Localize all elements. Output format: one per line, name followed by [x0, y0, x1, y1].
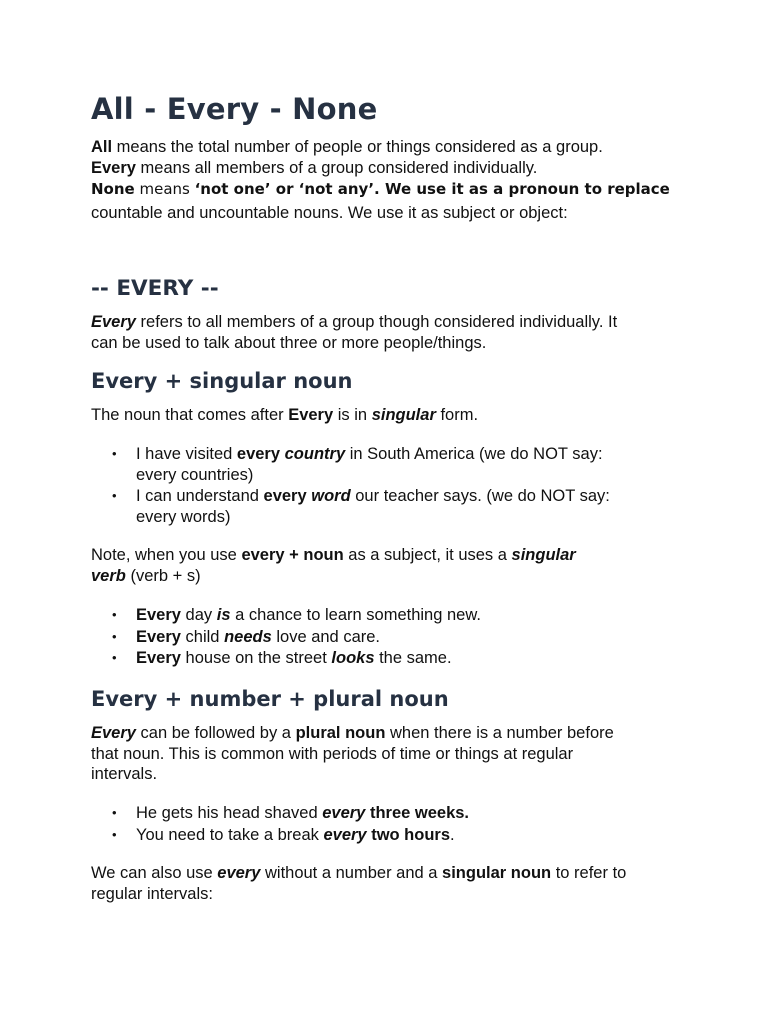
list-item: [91, 803, 469, 824]
example-every: Every: [136, 627, 181, 646]
final-line2: regular intervals:: [91, 884, 213, 903]
example-text: the same.: [374, 649, 452, 667]
note-text: Note, when you use: [91, 546, 242, 564]
example-verb: is: [216, 606, 231, 624]
example-every: every: [236, 445, 281, 463]
definition-every: [91, 158, 537, 178]
plural-rule-text: can be followed by a: [135, 724, 296, 742]
list-item: [91, 605, 481, 626]
example-every: every: [322, 804, 366, 822]
example-every: Every: [136, 606, 181, 624]
plural-rule-every: Every: [91, 724, 136, 742]
every-description-line2: can be used to talk about three or more people/things.: [91, 333, 487, 352]
definition-all-text: means the total number of people or things considered as a group.: [112, 138, 603, 156]
term-every: Every: [91, 159, 136, 177]
example-interval: three weeks.: [365, 804, 469, 822]
verb-examples-list: [91, 605, 481, 670]
note-singular: singular: [511, 546, 576, 564]
singular-rule-text-c: is in: [333, 406, 372, 424]
list-item: [91, 444, 610, 485]
bullet-icon: •: [112, 826, 117, 842]
list-item: [91, 486, 610, 527]
example-text: I have visited: [136, 445, 237, 463]
definition-none-means: means: [134, 180, 195, 198]
example-verb: needs: [224, 627, 272, 646]
every-description-line1: refers to all members of a group though considered individually. It: [135, 313, 618, 331]
list-item: [91, 648, 481, 669]
plural-rule-plural-noun: plural noun: [295, 724, 386, 742]
bullet-icon: •: [112, 607, 117, 622]
example-text: house on the street: [180, 649, 332, 667]
definition-none-continued: countable and uncountable nouns. We use it as subject or object:: [91, 204, 568, 222]
example-text: in South America (we do NOT say:: [345, 445, 603, 463]
definition-all: [91, 137, 603, 157]
example-noun: country: [284, 445, 346, 463]
example-every: every: [323, 825, 367, 844]
note-text: as a subject, it uses a: [343, 546, 512, 564]
final-text: without a number and a: [260, 864, 443, 882]
term-all: All: [91, 138, 113, 156]
example-text: .: [450, 825, 455, 844]
note-verb: verb: [91, 566, 126, 585]
list-item: [91, 627, 481, 648]
section-heading-every: -- EVERY --: [91, 276, 219, 301]
example-noun: word: [311, 487, 351, 505]
plural-rule-text: when there is a number before: [385, 724, 614, 742]
singular-rule-every: Every: [288, 406, 334, 424]
every-word: Every: [91, 313, 136, 331]
example-every: every: [263, 487, 307, 505]
page-title: All - Every - None: [91, 92, 378, 126]
final-singular-noun: singular noun: [442, 864, 552, 882]
subheading-number-plural: Every + number + plural noun: [91, 687, 449, 711]
definition-none-text: ‘not one’ or ‘not any’. We use it as a pronoun to replace: [194, 180, 670, 198]
plural-rule-line3: intervals.: [91, 765, 158, 783]
plural-rule: [91, 723, 691, 785]
note-every-noun: every + noun: [241, 546, 344, 564]
example-text: day: [180, 606, 217, 624]
singular-rule-singular: singular: [371, 406, 436, 424]
singular-rule: [91, 405, 691, 426]
example-text: our teacher says. (we do NOT say:: [350, 487, 610, 505]
bullet-icon: •: [112, 446, 117, 461]
definition-none: [91, 179, 670, 199]
example-text: You need to take a break: [136, 825, 324, 844]
final-every: every: [217, 864, 261, 882]
definition-every-text: means all members of a group considered individually.: [135, 159, 538, 177]
example-text: a chance to learn something new.: [230, 606, 481, 624]
interval-examples-list: [91, 803, 469, 846]
example-text: child: [180, 627, 225, 646]
bullet-icon: •: [112, 805, 117, 820]
every-description: [91, 312, 691, 353]
plural-rule-line2: that noun. This is common with periods of time or things at regular: [91, 744, 574, 763]
subheading-singular-noun: Every + singular noun: [91, 369, 353, 393]
example-every: Every: [136, 649, 181, 667]
singular-rule-text-a: The noun that comes after: [91, 406, 289, 424]
final-paragraph: [91, 863, 691, 904]
example-interval: two hours: [366, 825, 451, 844]
final-text: We can also use: [91, 864, 218, 882]
note-paragraph: [91, 545, 691, 586]
bullet-icon: •: [112, 488, 117, 503]
example-text: every words): [136, 507, 231, 526]
example-text: every countries): [136, 465, 254, 484]
bullet-icon: •: [112, 650, 117, 665]
example-verb: looks: [331, 649, 375, 667]
final-text: to refer to: [551, 864, 627, 882]
bullet-icon: •: [112, 628, 117, 644]
example-text: love and care.: [271, 627, 380, 646]
example-text: I can understand: [136, 487, 264, 505]
note-text: (verb + s): [125, 566, 201, 585]
term-none: None: [91, 180, 135, 198]
example-text: He gets his head shaved: [136, 804, 323, 822]
singular-rule-text-e: form.: [435, 406, 479, 424]
singular-examples-list: [91, 444, 610, 528]
list-item: [91, 825, 469, 846]
